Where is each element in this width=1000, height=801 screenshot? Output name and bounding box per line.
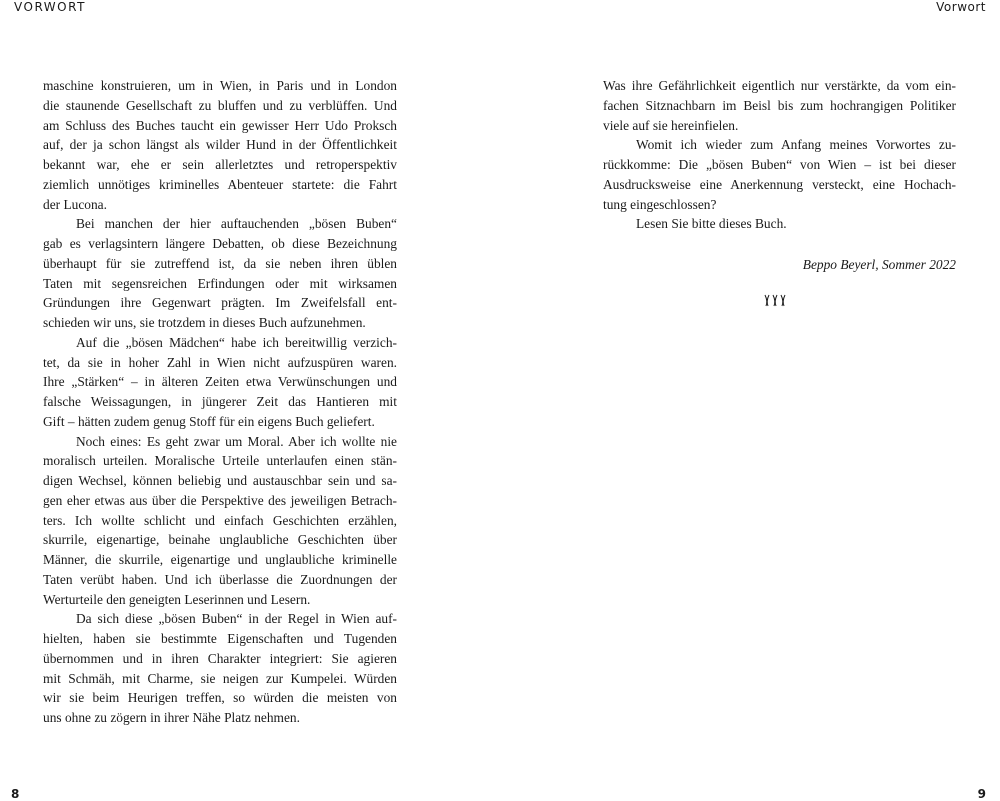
text-line: fachen Sitznachbarn im Beisl bis zum hochrangigen Politiker	[603, 97, 956, 113]
text-line: auf, der ja schon längst als wilder Hund in der Öffentlichkeit	[43, 137, 397, 153]
text-line: am Schluss des Buches taucht ein gewisser Herr Udo Proksch	[43, 117, 397, 133]
text-line: der Lucona.	[43, 196, 107, 212]
paragraph	[43, 214, 397, 333]
text-line: schieden wir uns, sie trotzdem in dieses Buch aufzunehmen.	[43, 315, 366, 330]
text-line: Da sich diese „bösen Buben“ in der Regel in Wien auf-	[76, 611, 397, 627]
ornament-glyph	[763, 292, 793, 308]
text-line: hielten, haben sie bestimmte Eigenschaften und Tugenden	[43, 631, 397, 646]
text-line: maschine konstruieren, um in Wien, in Paris und in London	[43, 78, 397, 93]
text-line: uns ohne zu zögern in ihrer Nähe Platz nehmen.	[43, 710, 300, 725]
text-line: skurrile, eigenartige, beinahe unglaubliche Geschichten über	[43, 532, 397, 548]
text-line: digen Wechsel, können beliebig und austauschbar sein und sa-	[43, 473, 397, 488]
text-line: Werturteile den geneigten Leserinnen und Lesern.	[43, 591, 311, 607]
page-number-right: 9	[977, 787, 986, 801]
page-number-left: 8	[11, 787, 20, 801]
paragraph	[43, 609, 397, 728]
author-signature: Beppo Beyerl, Sommer 2022	[802, 257, 956, 272]
paragraph	[43, 432, 397, 610]
text-line: viele auf sie hereinfielen.	[603, 117, 739, 133]
text-line: Männer, die skurrile, eigenartige und unglaubliche kriminelle	[43, 552, 397, 567]
text-line: tet, da sie in hoher Zahl in Wien nicht aufzuspüren waren.	[43, 354, 397, 370]
text-line: falsche Weissagungen, in jüngerer Zeit das Hantieren mit	[43, 394, 397, 409]
text-line: mit Schmäh, mit Charme, sie neigen zur Kumpelei. Würden	[43, 670, 397, 686]
ornament-icon	[763, 292, 793, 308]
text-line: Womit ich wieder zum Anfang meines Vorwortes zu-	[636, 137, 956, 153]
text-line: bekannt war, ehe er sein allerletztes und retroperspektiv	[43, 157, 397, 172]
text-line: übernommen und in ihren Charakter integriert: Sie agieren	[43, 650, 397, 666]
text-line: Ihre „Stärken“ – in älteren Zeiten etwa Verwünschungen und	[43, 374, 397, 390]
text-line: moralisch urteilen. Moralische Urteile unterlaufen einen stän-	[43, 453, 397, 469]
running-head-right: Vorwort	[936, 0, 986, 14]
paragraph	[43, 333, 397, 432]
text-line: Gründungen ihre Gegenwart prägten. Im Zweifelsfall ent-	[43, 295, 397, 311]
text-line: ziemlich unnötiges kriminelles Abenteuer startete: die Fahrt	[43, 176, 397, 192]
text-line: Lesen Sie bitte dieses Buch.	[636, 216, 787, 232]
left-page-text	[43, 76, 397, 728]
text-line: Gift – hätten zudem genug Stoff für ein eigens Buch geliefert.	[43, 413, 375, 429]
text-line: Ausdrucksweise eine Anerkennung versteckt, eine Hochach-	[603, 176, 956, 192]
text-line: Bei manchen der hier auftauchenden „bösen Buben“	[76, 216, 397, 232]
text-line: rückkomme: Die „bösen Buben“ von Wien – ist bei dieser	[603, 157, 956, 172]
text-line: gen eher etwas aus über die Perspektive des jeweiligen Betrach-	[43, 492, 397, 508]
text-line: tung eingeschlossen?	[603, 196, 717, 212]
paragraph	[603, 214, 956, 234]
text-line: Noch eines: Es geht zwar um Moral. Aber ich wollte nie	[76, 433, 397, 449]
right-page-text	[603, 76, 956, 234]
text-line: Auf die „bösen Mädchen“ habe ich bereitwillig verzich-	[76, 334, 397, 350]
text-line: Taten verübt haben. Und ich überlasse die Zuordnungen der	[43, 571, 397, 587]
text-line: Was ihre Gefährlichkeit eigentlich nur verstärkte, da vom ein-	[603, 78, 956, 93]
paragraph	[603, 135, 956, 214]
text-line: Taten mit segensreichen Erfindungen oder mit wirksamen	[43, 275, 397, 291]
paragraph	[603, 76, 956, 135]
text-line: gab es verlagsintern längere Debatten, ob diese Bezeichnung	[43, 236, 397, 251]
text-line: überhaupt für sie zutreffend ist, da sie neben ihren üblen	[43, 255, 397, 271]
text-line: ters. Ich wollte schlicht und einfach Geschichten erzählen,	[43, 512, 397, 528]
running-head-left: VORWORT	[14, 0, 86, 14]
paragraph	[43, 76, 397, 214]
text-line: wir sie beim Heurigen treffen, so würden die meisten von	[43, 690, 397, 706]
text-line: die staunende Gesellschaft zu bluffen und zu verblüffen. Und	[43, 97, 397, 113]
